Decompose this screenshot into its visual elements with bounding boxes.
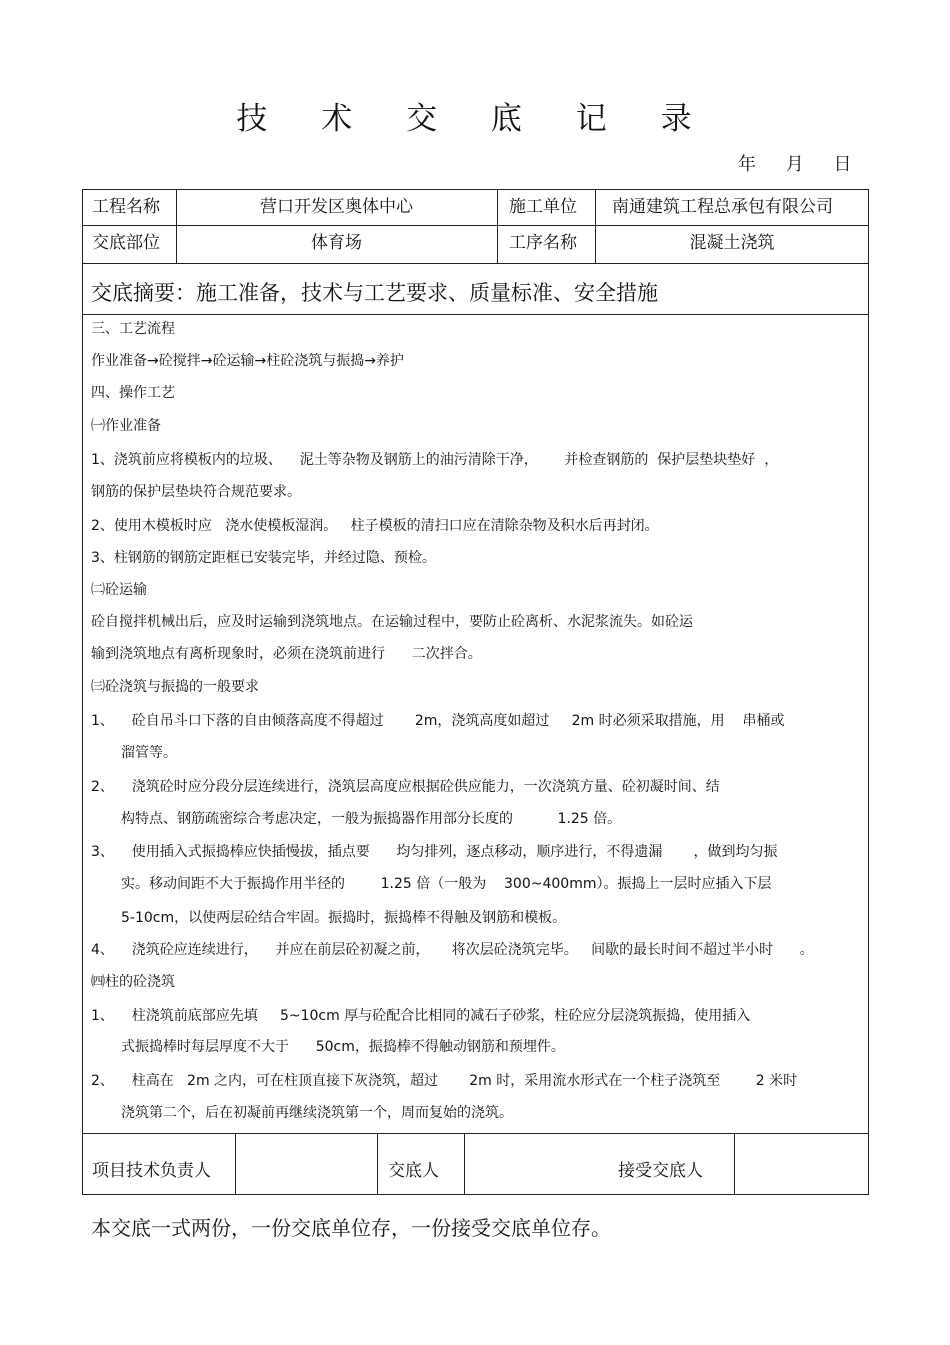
content-line: 2、 浇筑砼时应分段分层连续进行，浇筑层高度应根据砼供应能力，一次浇筑方量、砼初凝时间、结	[91, 779, 720, 795]
content-line: 1、浇筑前应将模板内的垃圾、 泥土等杂物及钢筋上的油污清除干净， 并检查钢筋的 保护层垫块垫好 ，	[91, 452, 779, 468]
date-month: 月	[785, 154, 804, 175]
content-line: 输到浇筑地点有离析现象时，必须在浇筑前进行 二次拌合。	[91, 646, 482, 662]
content-line: 三、工艺流程	[91, 321, 175, 337]
date-line	[738, 150, 851, 176]
project-name-label: 工程名称	[92, 197, 160, 217]
content-line: ㈠作业准备	[91, 418, 161, 434]
date-year: 年	[738, 154, 756, 175]
receiver-label: 接受交底人	[618, 1161, 703, 1181]
content-line: ㈡砼运输	[91, 582, 147, 598]
process-value: 混凝土浇筑	[689, 233, 775, 253]
content-line: 式振捣棒时每层厚度不大于 50cm，振捣棒不得触动钢筋和预埋件。	[121, 1039, 565, 1055]
date-day: 日	[833, 154, 852, 175]
footer-note: 本交底一式两份，一份交底单位存，一份接受交底单位存。	[91, 1216, 611, 1240]
location-label: 交底部位	[92, 233, 160, 253]
content-line: 作业准备→砼搅拌→砼运输→柱砼浇筑与振捣→养护	[91, 353, 404, 369]
content-line: 3、 使用插入式振捣棒应快插慢拔，插点要 均匀排列，逐点移动，顺序进行，不得遗漏 ，做到均匀振	[91, 844, 778, 860]
process-label: 工序名称	[509, 233, 577, 253]
disclosure-table	[82, 189, 869, 1195]
content-line: 2、 柱高在 2m 之内，可在柱顶直接下灰浇筑，超过 2m 时，采用流水形式在一个柱子浇筑至 2 米时	[91, 1073, 798, 1089]
content-line: 砼自搅拌机械出后，应及时运输到浇筑地点。在运输过程中，要防止砼离析、水泥浆流失。如砼运	[91, 614, 693, 630]
construction-unit-label: 施工单位	[509, 197, 577, 217]
construction-unit-value: 南通建筑工程总承包有限公司	[612, 197, 833, 217]
tech-lead-label: 项目技术负责人	[92, 1161, 211, 1181]
content-line: 4、 浇筑砼应连续进行， 并应在前层砼初凝之前， 将次层砼浇筑完毕。 间歇的最长时间不超过半小时 。	[91, 942, 814, 958]
content-line: 实。移动间距不大于振捣作用半径的 1.25 倍（一般为 300~400mm）。振捣上一层时应插入下层	[121, 876, 772, 892]
discloser-label: 交底人	[388, 1161, 439, 1181]
project-name-value: 营口开发区奥体中心	[260, 197, 413, 217]
content-line: 1、 砼自吊斗口下落的自由倾落高度不得超过 2m，浇筑高度如超过 2m 时必须采取措施，用 串桶或	[91, 713, 785, 729]
content-line: 3、柱钢筋的钢筋定距框已安装完毕，并经过隐、预检。	[91, 550, 436, 566]
content-line: 钢筋的保护层垫块符合规范要求。	[91, 484, 301, 500]
document-title: 技 术 交 底 记 录	[236, 101, 714, 137]
content-line: 1、 柱浇筑前底部应先填 5~10cm 厚与砼配合比相同的减石子砂浆，柱砼应分层浇筑振捣，使用插入	[91, 1008, 751, 1024]
disclosure-summary: 交底摘要：施工准备，技术与工艺要求、质量标准、安全措施	[91, 281, 658, 305]
content-line: 四、操作工艺	[91, 385, 175, 401]
content-line: 2、使用木模板时应 浇水使模板湿润。 柱子模板的清扫口应在清除杂物及积水后再封闭。	[91, 518, 659, 534]
content-line: 5-10cm，以使两层砼结合牢固。振捣时，振捣棒不得触及钢筋和模板。	[121, 910, 567, 926]
content-line: 浇筑第二个，后在初凝前再继续浇筑第一个，周而复始的浇筑。	[121, 1105, 513, 1121]
content-line: 构特点、钢筋疏密综合考虑决定，一般为振捣器作用部分长度的 1.25 倍。	[121, 811, 622, 827]
content-line: ㈢砼浇筑与振捣的一般要求	[91, 679, 259, 695]
content-line: 溜管等。	[121, 745, 177, 761]
location-value: 体育场	[311, 233, 362, 253]
content-line: ㈣柱的砼浇筑	[91, 974, 175, 990]
